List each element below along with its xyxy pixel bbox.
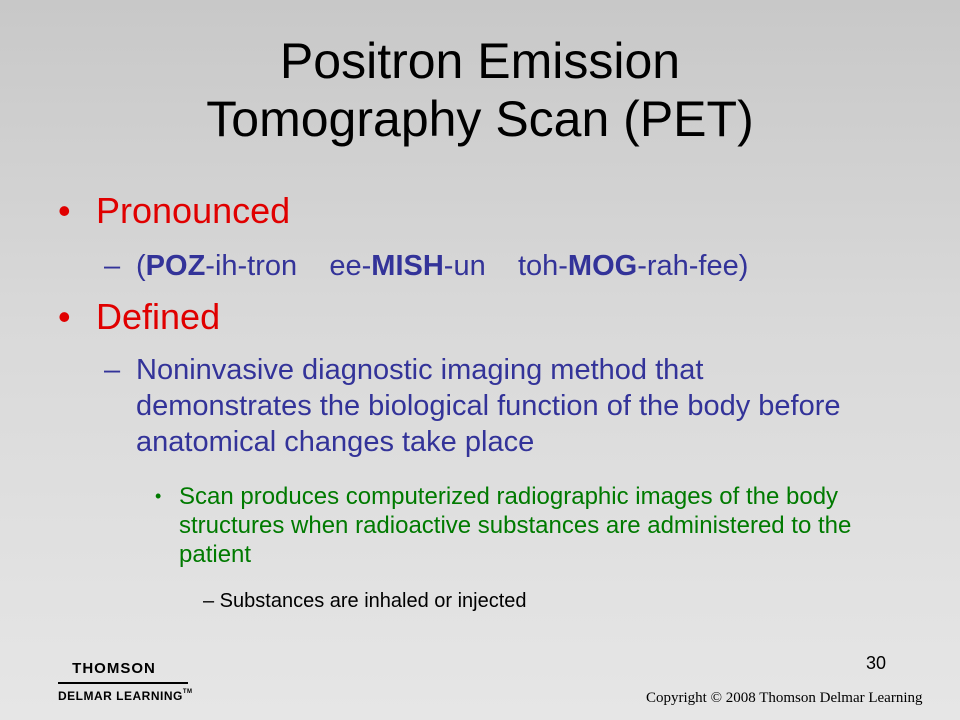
definition-item xyxy=(104,352,884,460)
page-number: 30 xyxy=(866,653,887,673)
dash-marker: – xyxy=(104,354,121,386)
logo-top-text: THOMSON xyxy=(72,660,156,677)
bullet-defined xyxy=(58,296,220,338)
logo-bottom-text: DELMAR LEARNING xyxy=(58,689,183,703)
publisher-logo xyxy=(58,660,208,703)
syllable-text: -ih-tron ee- xyxy=(205,250,372,282)
logo-trademark: TM xyxy=(182,689,193,695)
bullet-label-pronounced: Pronounced xyxy=(96,190,291,231)
stressed-syllable: POZ xyxy=(145,250,206,282)
stressed-syllable: MISH xyxy=(371,250,444,282)
sub-bullet-marker: • xyxy=(155,486,162,506)
title-line-2: Tomography Scan (PET) xyxy=(206,91,754,147)
stressed-syllable: MOG xyxy=(567,250,638,282)
logo-divider xyxy=(58,682,188,684)
pronunciation-text xyxy=(136,248,884,284)
pronunciation-line xyxy=(104,248,884,284)
sub-bullet-item xyxy=(155,482,915,569)
bullet-label-defined: Defined xyxy=(96,296,221,337)
definition-text: Noninvasive diagnostic imaging method that demonstrates the biological function of the body before anatomical changes take place xyxy=(136,354,841,458)
bullet-marker: • xyxy=(58,190,71,231)
sub-bullet-text: Scan produces computerized radiographic images of the body structures when radioactive substances are administered to the patient xyxy=(179,483,852,568)
syllable-text: ( xyxy=(136,250,146,282)
copyright-text: Copyright © 2008 Thomson Delmar Learning xyxy=(646,690,923,706)
syllable-text: -rah-fee) xyxy=(637,250,749,282)
slide-title xyxy=(0,32,960,148)
bullet-pronounced xyxy=(58,190,290,232)
title-line-1: Positron Emission xyxy=(279,33,681,89)
sub-sub-item: – Substances are inhaled or injected xyxy=(203,590,527,612)
syllable-text: -un toh- xyxy=(443,250,568,282)
logo-bottom xyxy=(58,689,208,703)
bullet-marker: • xyxy=(58,296,71,337)
dash-marker: – xyxy=(104,250,121,282)
